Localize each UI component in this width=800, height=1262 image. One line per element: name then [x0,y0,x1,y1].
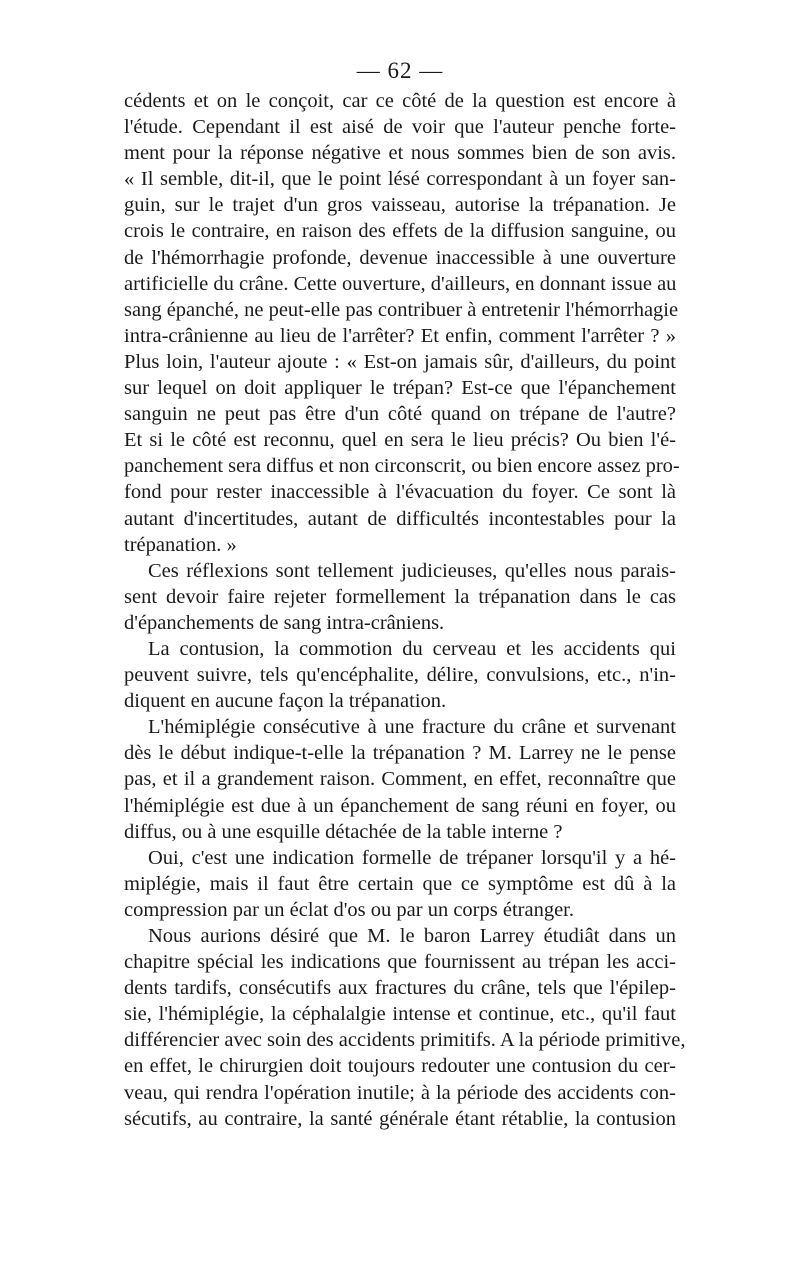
text-line: dents tardifs, consécutifs aux fractures du crâne, tels que l'épilep- [124,977,676,1000]
text-line: l'étude. Cependant il est aisé de voir que l'auteur penche forte- [124,116,676,139]
text-line: compression par un éclat d'os ou par un corps étranger. [124,898,574,921]
text-line: Nous aurions désiré que M. le baron Larrey étudiât dans un [148,925,676,947]
text-line: crois le contraire, en raison des effets de la diffusion sanguine, ou [124,220,676,243]
text-line: L'hémiplégie consécutive à une fracture du crâne et survenant [148,716,676,739]
text-line: pas, et il a grandement raison. Comment, en effet, reconnaître que [124,768,676,791]
text-line: Ces réflexions sont tellement judicieuses, qu'elles nous parais- [148,559,676,582]
text-line: cédents et on le conçoit, car ce côté de la question est encore à [124,90,676,112]
text-line: peuvent suivre, tels qu'encéphalite, délire, convulsions, etc., n'in- [124,664,676,687]
text-line: miplégie, mais il faut être certain que ce symptôme est dû à la [124,872,676,895]
text-line: Oui, c'est une indication formelle de trépaner lorsqu'il y a hé- [148,846,676,869]
text-line: diffus, ou à une esquille détachée de la table interne ? [124,820,563,843]
text-line: sur lequel on doit appliquer le trépan? Est-ce que l'épanchement [124,377,676,400]
text-line: dès le début indique-t-elle la trépanation ? M. Larrey ne le pense [124,742,676,765]
text-line: Et si le côté est reconnu, quel en sera le lieu précis? Ou bien l'é- [124,429,676,452]
text-line: intra-crânienne au lieu de l'arrêter? Et enfin, comment l'arrêter ? » [124,324,676,347]
text-line: d'épanchements de sang intra-crâniens. [124,611,445,634]
text-line: panchement sera diffus et non circonscrit, ou bien encore assez pro- [124,455,680,478]
text-line: sanguin ne peut pas être d'un côté quand on trépane de l'autre? [124,403,676,426]
text-line: sécutifs, au contraire, la santé générale étant rétablie, la contusion [124,1107,676,1130]
text-line: guin, sur le trajet d'un gros vaisseau, autorise la trépanation. Je [124,194,676,217]
text-line: artificielle du crâne. Cette ouverture, d'ailleurs, en donnant issue au [124,272,677,295]
text-line: sie, l'hémiplégie, la céphalalgie intense et continue, etc., qu'il faut [124,1003,676,1026]
text-line: veau, qui rendra l'opération inutile; à la période des accidents con- [124,1081,676,1104]
text-line: La contusion, la commotion du cerveau et les accidents qui [148,637,676,660]
text-line: de l'hémorrhagie profonde, devenue inaccessible à une ouverture [124,246,676,269]
text-line: Plus loin, l'auteur ajoute : « Est-on jamais sûr, d'ailleurs, du point [124,350,676,373]
page-number: — 62 — [356,58,444,83]
text-line: différencier avec soin des accidents primitifs. A la période primitive, [124,1029,686,1052]
text-line: autant d'incertitudes, autant de difficultés incontestables pour la [124,507,676,530]
text-line: sent devoir faire rejeter formellement la trépanation dans le cas [124,585,676,608]
text-line: ment pour la réponse négative et nous sommes bien de son avis. [124,142,676,165]
text-line: l'hémiplégie est due à un épanchement de sang réuni en foyer, ou [124,794,676,817]
text-line: en effet, le chirurgien doit toujours redouter une contusion du cer- [124,1055,676,1078]
text-line: fond pour rester inaccessible à l'évacuation du foyer. Ce sont là [124,481,676,504]
text-line: diquent en aucune façon la trépanation. [124,690,447,713]
text-line: « Il semble, dit-il, que le point lésé correspondant à un foyer san- [124,168,676,191]
text-line: sang épanché, ne peut-elle pas contribuer à entretenir l'hémorrhagie [124,298,679,321]
body-text [124,88,686,1132]
text-line: trépanation. » [124,533,237,556]
text-line: chapitre spécial les indications que fournissent au trépan les acci- [124,951,676,974]
